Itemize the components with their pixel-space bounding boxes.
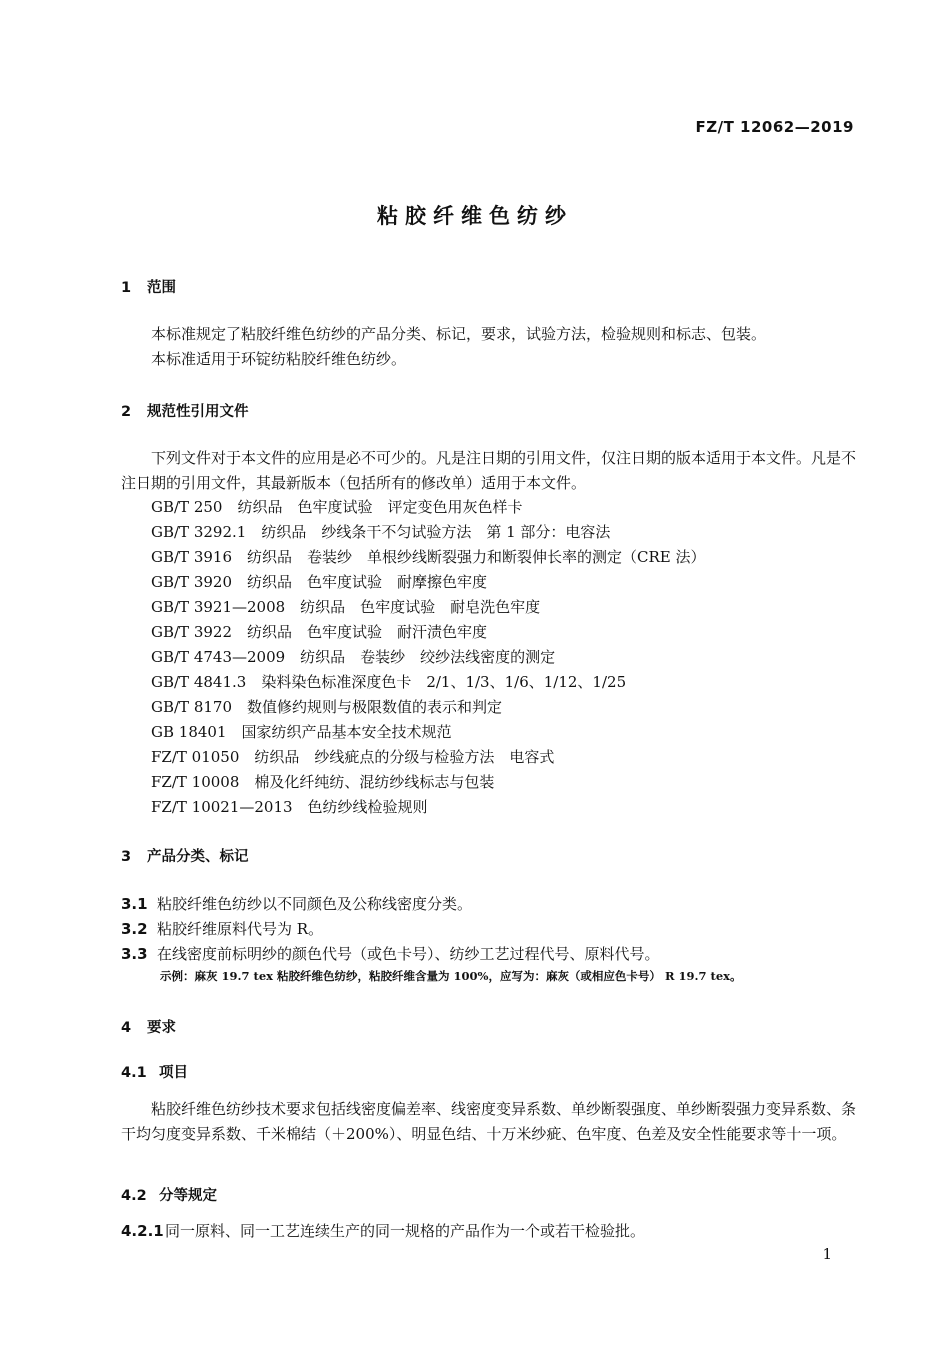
scope-paragraph-2: 本标准适用于环锭纺粘胶纤维色纺纱。 bbox=[151, 350, 407, 368]
section-4-heading bbox=[121, 1016, 176, 1037]
normative-intro: 下列文件对于本文件的应用是必不可少的。凡是注日期的引用文件，仅注日期的版本适用于本文件。凡是不注日期的引用文件，其最新版本（包括所有的修改单）适用于本文件。 bbox=[121, 449, 857, 492]
subsection-4-2-heading bbox=[121, 1184, 217, 1205]
reference-item: GB/T 8170 数值修约规则与极限数值的表示和判定 bbox=[151, 698, 503, 716]
clause-3-1 bbox=[121, 893, 472, 914]
subsection-title: 分等规定 bbox=[159, 1188, 217, 1204]
section-number: 4 bbox=[121, 1020, 132, 1036]
reference-item: FZ/T 10008 棉及化纤纯纺、混纺纱线标志与包装 bbox=[151, 773, 495, 791]
reference-item: GB/T 4743—2009 纺织品 卷装纱 绞纱法线密度的测定 bbox=[151, 648, 556, 666]
reference-item: GB 18401 国家纺织产品基本安全技术规范 bbox=[151, 723, 452, 741]
page-number: 1 bbox=[822, 1245, 832, 1263]
reference-item: FZ/T 10021—2013 色纺纱线检验规则 bbox=[151, 798, 428, 816]
clause-text: 粘胶纤维色纺纱以不同颜色及公称线密度分类。 bbox=[157, 895, 473, 913]
section-1-heading bbox=[121, 276, 176, 297]
section-number: 1 bbox=[121, 280, 132, 296]
reference-item: GB/T 3920 纺织品 色牢度试验 耐摩擦色牢度 bbox=[151, 573, 488, 591]
reference-item: GB/T 3292.1 纺织品 纱线条干不匀试验方法 第 1 部分：电容法 bbox=[151, 523, 611, 541]
reference-item: FZ/T 01050 纺织品 纱线疵点的分级与检验方法 电容式 bbox=[151, 748, 555, 766]
clause-text: 在线密度前标明纱的颜色代号（或色卡号）、纺纱工艺过程代号、原料代号。 bbox=[157, 945, 660, 963]
reference-item: GB/T 4841.3 染料染色标准深度色卡 2/1、1/3、1/6、1/12、1/25 bbox=[151, 673, 627, 691]
section-title: 产品分类、标记 bbox=[147, 849, 249, 865]
clause-3-3 bbox=[121, 943, 660, 964]
subsection-number: 4.1 bbox=[121, 1065, 147, 1081]
reference-item: GB/T 3921—2008 纺织品 色牢度试验 耐皂洗色牢度 bbox=[151, 598, 541, 616]
section-number: 2 bbox=[121, 404, 132, 420]
reference-item: GB/T 3916 纺织品 卷装纱 单根纱线断裂强力和断裂伸长率的测定（CRE 法） bbox=[151, 548, 706, 566]
clause-number: 3.2 bbox=[121, 920, 148, 938]
section-3-heading bbox=[121, 845, 249, 866]
reference-item: GB/T 3922 纺织品 色牢度试验 耐汗渍色牢度 bbox=[151, 623, 488, 641]
reference-item: GB/T 250 纺织品 色牢度试验 评定变色用灰色样卡 bbox=[151, 498, 523, 516]
requirements-paragraph: 粘胶纤维色纺纱技术要求包括线密度偏差率、线密度变异系数、单纱断裂强度、单纱断裂强力变异系数、条干均匀度变异系数、千米棉结（＋200%）、明显色结、十万米纱疵、色牢度、色差及安全性能要求等十一项。 bbox=[121, 1100, 857, 1143]
clause-text: 粘胶纤维原料代号为 R。 bbox=[157, 920, 324, 938]
document-title: 粘胶纤维色纺纱 bbox=[377, 204, 573, 228]
clause-number: 3.3 bbox=[121, 945, 148, 963]
section-title: 范围 bbox=[147, 280, 176, 296]
section-title: 要求 bbox=[147, 1020, 176, 1036]
subsection-number: 4.2 bbox=[121, 1188, 147, 1204]
standard-code: FZ/T 12062—2019 bbox=[695, 118, 854, 136]
clause-3-2 bbox=[121, 918, 323, 939]
scope-paragraph-1: 本标准规定了粘胶纤维色纺纱的产品分类、标记，要求，试验方法，检验规则和标志、包装。 bbox=[151, 325, 767, 343]
clause-text: 同一原料、同一工艺连续生产的同一规格的产品作为一个或若干检验批。 bbox=[165, 1222, 646, 1240]
clause-number: 4.2.1 bbox=[121, 1222, 164, 1240]
subsection-title: 项目 bbox=[159, 1065, 188, 1081]
section-title: 规范性引用文件 bbox=[147, 404, 249, 420]
section-2-heading bbox=[121, 400, 249, 421]
section-number: 3 bbox=[121, 849, 132, 865]
clause-4-2-1 bbox=[121, 1220, 645, 1241]
clause-number: 3.1 bbox=[121, 895, 148, 913]
example-note: 示例：麻灰 19.7 tex 粘胶纤维色纺纱，粘胶纤维含量为 100%，应写为：麻灰（或相应色卡号） R 19.7 tex。 bbox=[160, 969, 742, 983]
subsection-4-1-heading bbox=[121, 1061, 188, 1082]
reference-list bbox=[151, 495, 706, 820]
